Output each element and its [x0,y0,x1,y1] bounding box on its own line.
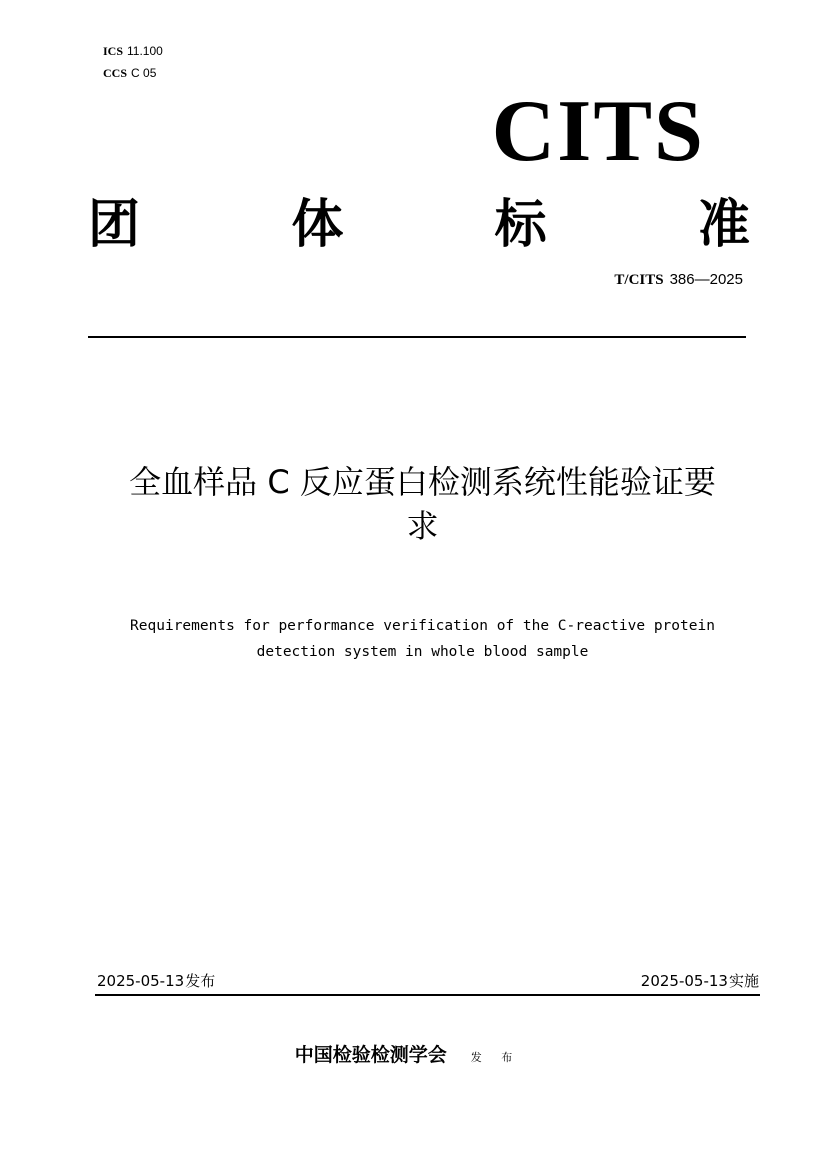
bottom-divider [95,994,760,996]
issue-date [97,970,215,992]
cits-logo: CITS [491,83,705,180]
issue-date-label: 发布 [185,972,216,990]
ccs-value: C 05 [131,66,157,80]
ccs-code [103,62,163,84]
chinese-title-line: 全血样品 C 反应蛋白检测系统性能验证要 [129,463,716,501]
standard-type-char: 标 [494,194,547,255]
dates-row [97,970,759,992]
ccs-label: CCS [103,66,128,80]
classification-codes [103,40,163,84]
ics-code [103,40,163,62]
english-title [95,613,750,665]
english-title-line: Requirements for performance verification of the C-reactive protein [130,618,715,634]
publisher-label: 发 布 [470,1051,521,1064]
standard-type-char: 体 [291,194,344,255]
ics-value: 11.100 [127,44,163,58]
chinese-title-line: 求 [406,507,439,545]
ics-label: ICS [103,44,124,58]
standard-number [614,270,743,290]
standard-type-heading [88,190,750,260]
publisher [0,1040,815,1067]
top-divider [88,336,746,338]
implement-date-value: 2025-05-13 [640,972,728,990]
issue-date-value: 2025-05-13 [97,972,185,990]
chinese-title [95,460,750,548]
standard-type-char: 团 [88,194,141,255]
standard-number-prefix: T/CITS [614,272,664,288]
standard-type-char: 准 [697,194,750,255]
standard-number-value: 386—2025 [669,271,743,288]
implement-date [641,970,759,992]
publisher-org: 中国检验检测学会 [294,1044,447,1066]
implement-date-label: 实施 [728,972,759,990]
english-title-line: detection system in whole blood sample [256,644,589,660]
